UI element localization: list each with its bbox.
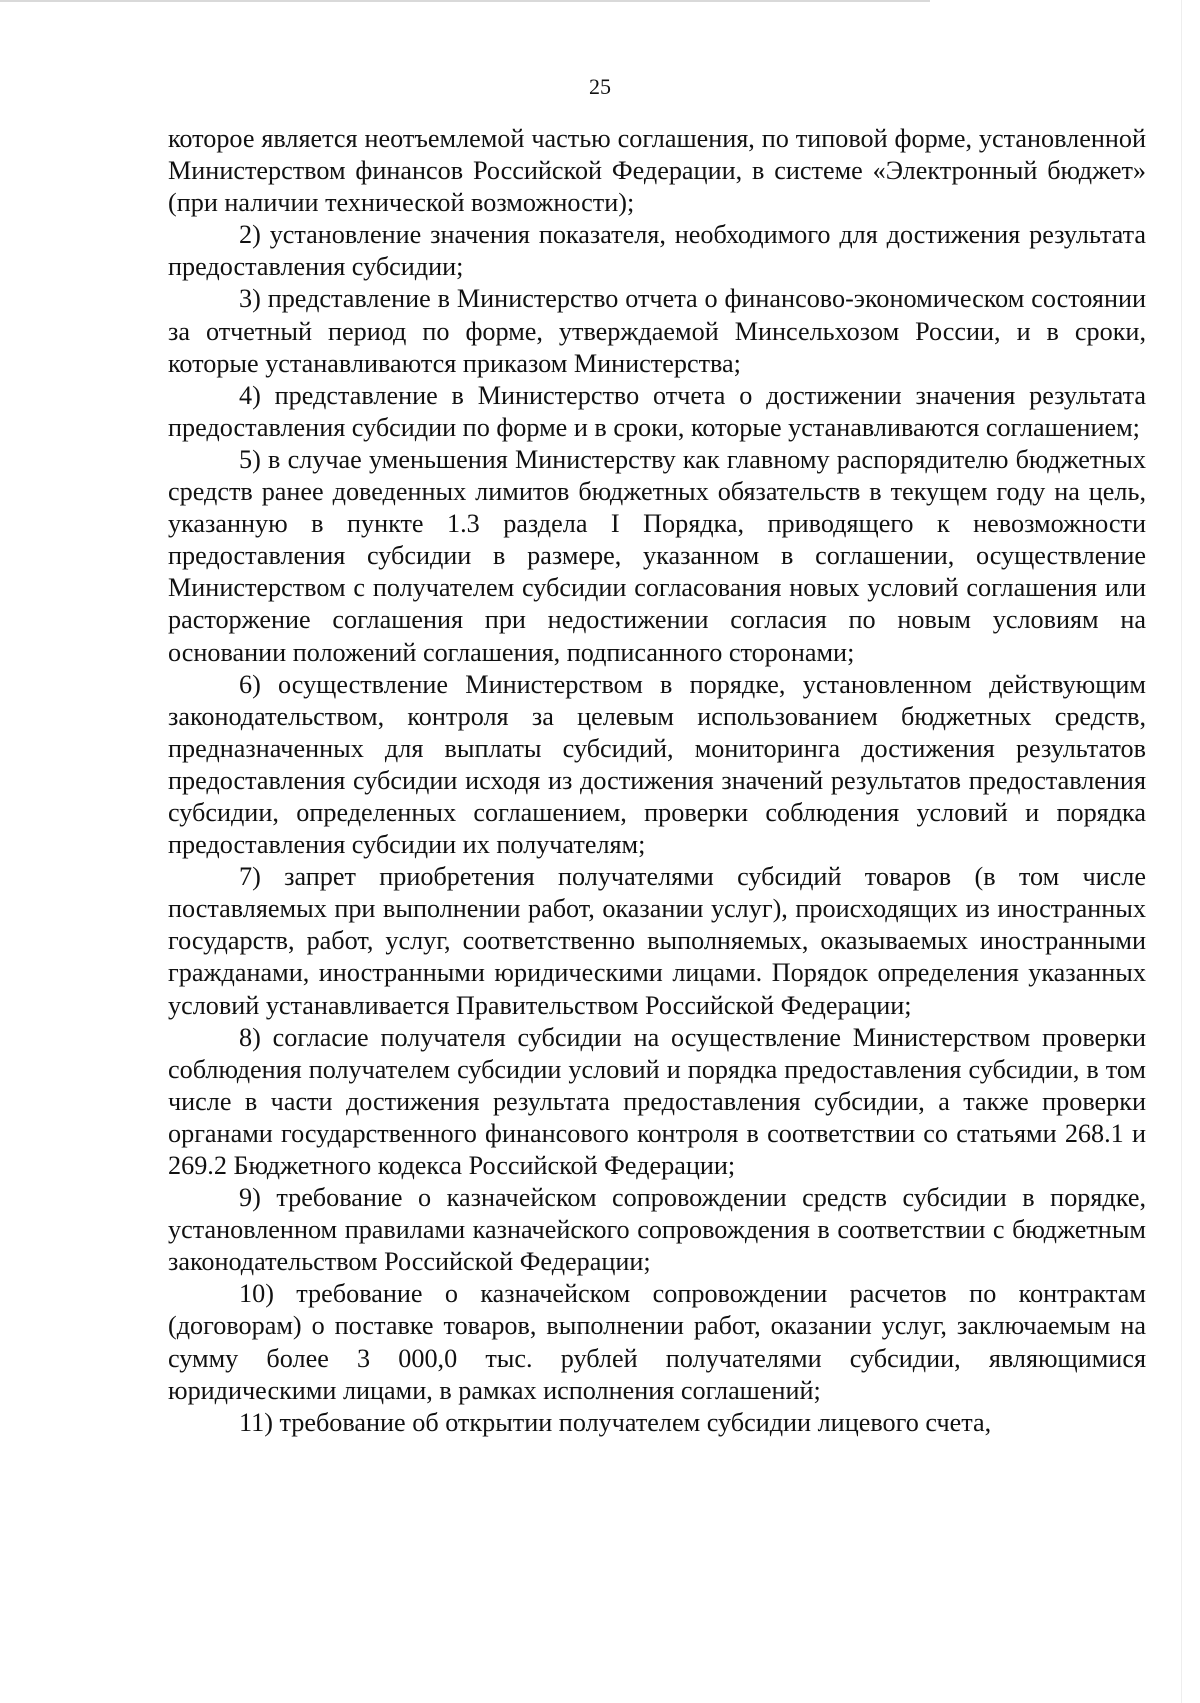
paragraph-continuation: которое является неотъемлемой частью соглашения, по типовой форме, установленной Министерством финансов Российской Федерации, в системе «Электронный бюджет» (при наличии технической возможности);: [168, 124, 1146, 218]
paragraph-item-3: 3) представление в Министерство отчета о финансово-экономическом состоянии за отчетный период по форме, утверждаемой Минсельхозом России, и в сроки, которые устанавливаются приказом Министерства;: [168, 284, 1146, 378]
page-number: 25: [589, 74, 611, 99]
scan-edge-line: [1181, 0, 1182, 1703]
paragraph-item-6: 6) осуществление Министерством в порядке, установленном действующим законодательством, контроля за целевым использованием бюджетных средств, предназначенных для выплаты субсидий, мониторинга достижения результатов предоставления субсидии исходя из достижения значений результатов предоставления субсидии, определенных соглашением, проверки соблюдения условий и порядка предоставления субсидии их получателям;: [168, 669, 1146, 860]
paragraph-item-10: 10) требование о казначейском сопровождении расчетов по контрактам (договорам) о поставке товаров, выполнении работ, оказании услуг, заключаемым на сумму более 3 000,0 тыс. рублей получателями субсидии, являющимися юридическими лицами, в рамках исполнения соглашений;: [168, 1279, 1146, 1405]
paragraph-item-9: 9) требование о казначейском сопровождении средств субсидии в порядке, установленном правилами казначейского сопровождения в соответствии с бюджетным законодательством Российской Федерации;: [168, 1183, 1146, 1277]
paragraph-item-8: 8) согласие получателя субсидии на осуществление Министерством проверки соблюдения получателем субсидии условий и порядка предоставления субсидии, в том числе в части достижения результата предоставления субсидии, а также проверки органами государственного финансового контроля в соответствии со статьями 268.1 и 269.2 Бюджетного кодекса Российской Федерации;: [168, 1022, 1146, 1180]
paragraph-item-5: 5) в случае уменьшения Министерству как главному распорядителю бюджетных средств ранее доведенных лимитов бюджетных обязательств в текущем году на цель, указанную в пункте 1.3 раздела I Порядка, приводящего к невозможности предоставления субсидии в размере, указанном в соглашении, осуществление Министерством с получателем субсидии согласования новых условий соглашения или расторжение соглашения при недостижении согласия по новым условиям на основании положений соглашения, подписанного сторонами;: [168, 444, 1146, 667]
scan-edge-line: [0, 0, 930, 2]
paragraph-item-2: 2) установление значения показателя, необходимого для достижения результата предоставления субсидии;: [168, 220, 1146, 282]
paragraph-item-7: 7) запрет приобретения получателями субсидий товаров (в том числе поставляемых при выполнении работ, оказании услуг), происходящих из иностранных государств, работ, услуг, соответственно выполняемых, оказываемых иностранными гражданами, иностранными юридическими лицами. Порядок определения указанных условий устанавливается Правительством Российской Федерации;: [168, 862, 1146, 1020]
paragraph-item-11: 11) требование об открытии получателем субсидии лицевого счета,: [239, 1407, 992, 1437]
document-body: [168, 123, 1146, 1439]
paragraph-item-4: 4) представление в Министерство отчета о достижении значения результата предоставления субсидии по форме и в сроки, которые устанавливаются соглашением;: [168, 380, 1146, 442]
